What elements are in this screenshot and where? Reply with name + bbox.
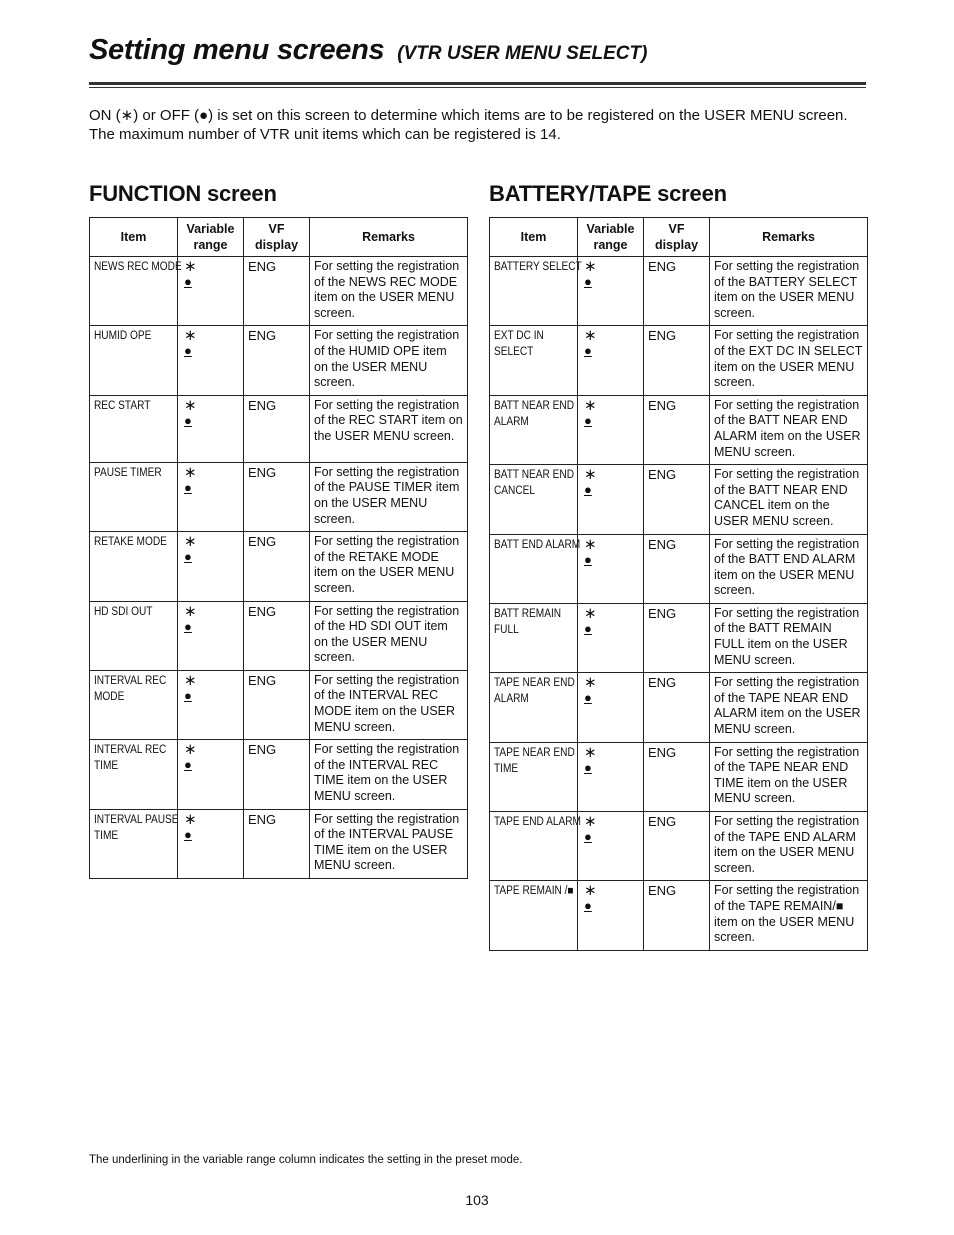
row-range	[178, 740, 244, 809]
row-range	[578, 603, 644, 672]
row-range	[178, 809, 244, 878]
col-range: Variable range	[178, 218, 244, 257]
row-range	[578, 534, 644, 603]
footnote: The underlining in the variable range column indicates the setting in the preset mode.	[89, 1154, 523, 1166]
page-title-sub: (VTR USER MENU SELECT)	[397, 43, 648, 64]
row-vf: ENG	[244, 326, 310, 395]
row-range	[178, 601, 244, 670]
on-symbol: ∗	[584, 743, 597, 761]
intro-text	[89, 106, 869, 144]
table-row	[490, 673, 868, 742]
row-item: BATT NEAR END ALARM	[490, 395, 578, 464]
row-vf: ENG	[244, 670, 310, 739]
row-item: BATTERY SELECT	[490, 257, 578, 326]
table-row	[90, 740, 468, 809]
row-item: TAPE REMAIN /■	[490, 881, 578, 950]
on-symbol: ∗	[184, 671, 197, 689]
on-symbol: ∗	[184, 602, 197, 620]
row-range	[178, 257, 244, 326]
row-range	[578, 257, 644, 326]
off-symbol: ●	[584, 274, 592, 289]
row-vf: ENG	[644, 326, 710, 395]
on-symbol: ∗	[584, 327, 597, 345]
off-symbol: ●	[184, 618, 192, 634]
page-title	[89, 30, 647, 67]
off-symbol: ●	[584, 482, 592, 498]
row-remarks: For setting the registration of the TAPE REMAIN/■ item on the USER MENU screen.	[710, 881, 868, 950]
row-range	[178, 462, 244, 531]
table-row	[490, 257, 868, 326]
on-symbol: ∗	[184, 533, 197, 551]
off-symbol: ●	[584, 343, 592, 359]
off-symbol: ●	[184, 343, 192, 359]
off-symbol: ●	[584, 412, 592, 428]
row-item: BATT REMAIN FULL	[490, 603, 578, 672]
row-vf: ENG	[644, 812, 710, 881]
intro-line-2: The maximum number of VTR unit items which can be registered is 14.	[89, 126, 561, 143]
on-symbol: ∗	[184, 396, 197, 414]
off-symbol: ●	[584, 551, 592, 567]
row-vf: ENG	[244, 740, 310, 809]
row-item: NEWS REC MODE	[90, 257, 178, 326]
row-range	[578, 881, 644, 950]
row-vf: ENG	[244, 532, 310, 601]
row-vf: ENG	[244, 257, 310, 326]
row-item: HD SDI OUT	[90, 601, 178, 670]
row-range	[578, 742, 644, 811]
off-symbol: ●	[184, 757, 192, 773]
on-symbol: ∗	[184, 741, 197, 759]
table-row	[490, 534, 868, 603]
off-symbol: ●	[584, 829, 592, 844]
off-symbol: ●	[584, 690, 592, 706]
row-remarks: For setting the registration of the PAUSE TIMER item on the USER MENU screen.	[310, 462, 468, 531]
off-symbol: ●	[184, 412, 192, 428]
row-remarks: For setting the registration of the INTERVAL PAUSE TIME item on the USER MENU screen.	[310, 809, 468, 878]
function-section	[89, 180, 467, 879]
page-number: 103	[465, 1192, 489, 1208]
col-remarks: Remarks	[310, 218, 468, 257]
row-item: BATT NEAR END CANCEL	[490, 465, 578, 534]
row-range	[178, 326, 244, 395]
table-row	[90, 532, 468, 601]
row-remarks: For setting the registration of the RETAKE MODE item on the USER MENU screen.	[310, 532, 468, 601]
row-item: EXT DC IN SELECT	[490, 326, 578, 395]
row-vf: ENG	[244, 395, 310, 462]
on-symbol: ∗	[184, 463, 197, 481]
row-vf: ENG	[644, 395, 710, 464]
table-header-row	[90, 218, 468, 257]
row-remarks: For setting the registration of the BATTERY SELECT item on the USER MENU screen.	[710, 257, 868, 326]
row-range	[578, 326, 644, 395]
row-vf: ENG	[244, 462, 310, 531]
table-row	[90, 670, 468, 739]
row-vf: ENG	[644, 881, 710, 950]
row-vf: ENG	[644, 742, 710, 811]
table-row	[490, 395, 868, 464]
table-row	[90, 395, 468, 462]
col-remarks: Remarks	[710, 218, 868, 257]
row-remarks: For setting the registration of the BATT NEAR END ALARM item on the USER MENU screen.	[710, 395, 868, 464]
row-item: TAPE NEAR END ALARM	[490, 673, 578, 742]
battery-table	[489, 217, 868, 951]
off-symbol: ●	[184, 826, 192, 842]
row-range	[178, 395, 244, 462]
intro-line-1: ON (∗) or OFF (●) is set on this screen to determine which items are to be registered on the USER MENU screen.	[89, 107, 848, 124]
on-symbol: ∗	[584, 674, 597, 692]
row-item: TAPE NEAR END TIME	[490, 742, 578, 811]
row-item: TAPE END ALARM	[490, 812, 578, 881]
table-row	[490, 812, 868, 881]
row-remarks: For setting the registration of the HD SDI OUT item on the USER MENU screen.	[310, 601, 468, 670]
row-vf: ENG	[244, 601, 310, 670]
off-symbol: ●	[584, 620, 592, 636]
off-symbol: ●	[584, 898, 592, 914]
row-remarks: For setting the registration of the BATT REMAIN FULL item on the USER MENU screen.	[710, 603, 868, 672]
table-row	[90, 257, 468, 326]
on-symbol: ∗	[184, 258, 197, 275]
row-remarks: For setting the registration of the REC START item on the USER MENU screen.	[310, 395, 468, 462]
col-item: Item	[490, 218, 578, 257]
table-row	[490, 326, 868, 395]
row-item: HUMID OPE	[90, 326, 178, 395]
table-row	[90, 326, 468, 395]
battery-heading: BATTERY/TAPE screen	[489, 181, 727, 206]
on-symbol: ∗	[584, 813, 597, 830]
row-range	[178, 532, 244, 601]
row-remarks: For setting the registration of the BATT NEAR END CANCEL item on the USER MENU screen.	[710, 465, 868, 534]
row-remarks: For setting the registration of the EXT DC IN SELECT item on the USER MENU screen.	[710, 326, 868, 395]
col-range: Variable range	[578, 218, 644, 257]
row-range	[578, 673, 644, 742]
on-symbol: ∗	[584, 258, 597, 275]
table-row	[90, 462, 468, 531]
on-symbol: ∗	[584, 535, 597, 553]
row-vf: ENG	[644, 534, 710, 603]
function-heading: FUNCTION screen	[89, 181, 277, 206]
table-row	[90, 809, 468, 878]
table-row	[490, 881, 868, 950]
col-vf: VF display	[244, 218, 310, 257]
row-remarks: For setting the registration of the TAPE NEAR END ALARM item on the USER MENU screen.	[710, 673, 868, 742]
on-symbol: ∗	[584, 604, 597, 622]
title-rule	[89, 82, 866, 88]
off-symbol: ●	[584, 759, 592, 775]
on-symbol: ∗	[184, 327, 197, 345]
table-row	[490, 603, 868, 672]
off-symbol: ●	[184, 687, 192, 703]
row-range	[578, 812, 644, 881]
off-symbol: ●	[184, 549, 192, 565]
battery-section	[489, 180, 867, 951]
row-item: INTERVAL PAUSE TIME	[90, 809, 178, 878]
row-vf: ENG	[644, 257, 710, 326]
row-remarks: For setting the registration of the HUMID OPE item on the USER MENU screen.	[310, 326, 468, 395]
row-item: RETAKE MODE	[90, 532, 178, 601]
row-item: INTERVAL REC MODE	[90, 670, 178, 739]
row-remarks: For setting the registration of the TAPE END ALARM item on the USER MENU screen.	[710, 812, 868, 881]
table-row	[90, 601, 468, 670]
row-range	[178, 670, 244, 739]
row-vf: ENG	[644, 603, 710, 672]
row-remarks: For setting the registration of the NEWS REC MODE item on the USER MENU screen.	[310, 257, 468, 326]
row-remarks: For setting the registration of the INTERVAL REC MODE item on the USER MENU screen.	[310, 670, 468, 739]
col-vf: VF display	[644, 218, 710, 257]
row-remarks: For setting the registration of the BATT END ALARM item on the USER MENU screen.	[710, 534, 868, 603]
on-symbol: ∗	[584, 466, 597, 484]
off-symbol: ●	[184, 479, 192, 495]
on-symbol: ∗	[584, 882, 597, 900]
row-vf: ENG	[644, 465, 710, 534]
page-title-main: Setting menu screens	[89, 34, 385, 66]
row-range	[578, 465, 644, 534]
off-symbol: ●	[184, 274, 192, 289]
table-row	[490, 742, 868, 811]
row-item: PAUSE TIMER	[90, 462, 178, 531]
on-symbol: ∗	[184, 810, 197, 828]
table-header-row	[490, 218, 868, 257]
row-item: BATT END ALARM	[490, 534, 578, 603]
table-row	[490, 465, 868, 534]
row-remarks: For setting the registration of the TAPE NEAR END TIME item on the USER MENU screen.	[710, 742, 868, 811]
row-vf: ENG	[644, 673, 710, 742]
row-item: INTERVAL REC TIME	[90, 740, 178, 809]
row-range	[578, 395, 644, 464]
row-remarks: For setting the registration of the INTERVAL REC TIME item on the USER MENU screen.	[310, 740, 468, 809]
on-symbol: ∗	[584, 396, 597, 414]
col-item: Item	[90, 218, 178, 257]
row-vf: ENG	[244, 809, 310, 878]
row-item: REC START	[90, 395, 178, 462]
function-table	[89, 217, 468, 879]
